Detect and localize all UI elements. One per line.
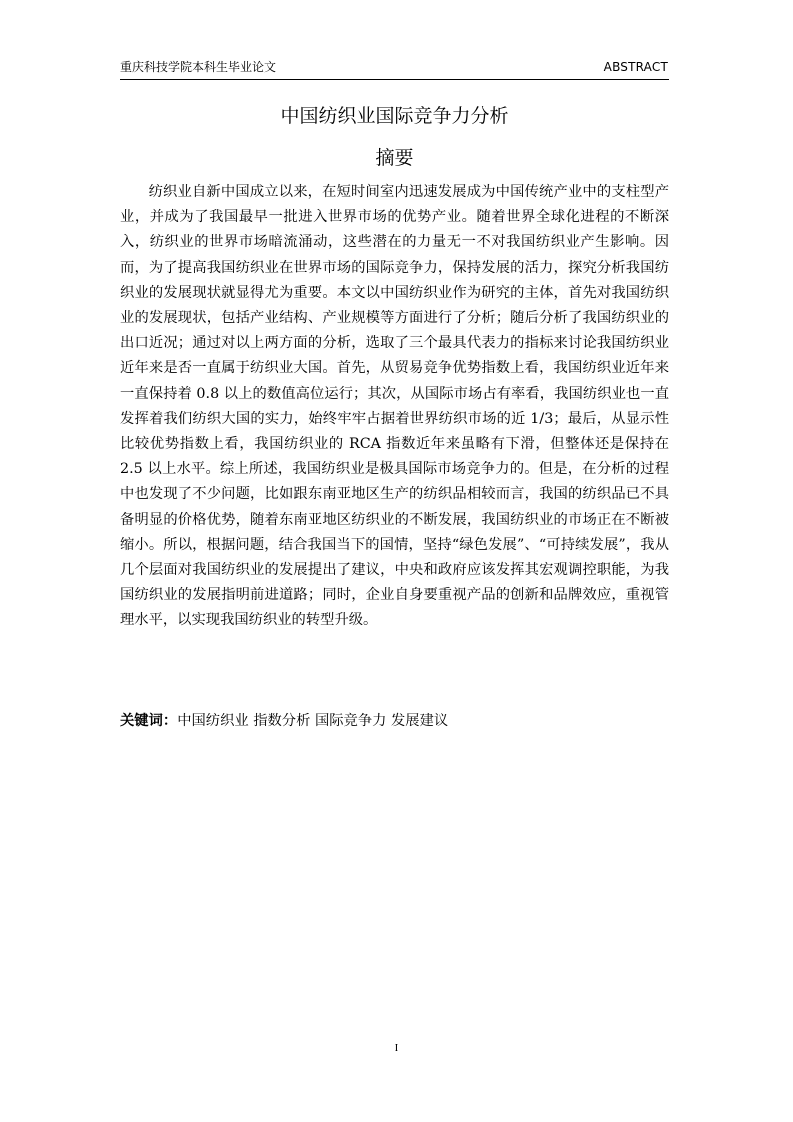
abstract-paragraph: 纺织业自新中国成立以来，在短时间室内迅速发展成为中国传统产业中的支柱型产业，并成为了我国最早一批进入世界市场的优势产业。随着世界全球化进程的不断深入，纺织业的世界市场暗流涌动，这些潜在的力量无一不对我国纺织业产生影响。因而，为了提高我国纺织业在世界市场的国际竞争力，保持发展的活力，探究分析我国纺织业的发展现状就显得尤为重要。本文以中国纺织业作为研究的主体，首先对我国纺织业的发展现状，包括产业结构、产业规模等方面进行了分析；随后分析了我国纺织业的出口近况；通过对以上两方面的分析，选取了三个最具代表力的指标来讨论我国纺织业近年来是否一直属于纺织业大国。首先，从贸易竞争优势指数上看，我国纺织业近年来一直保持着 0.8 以上的数值高位运行；其次，从国际市场占有率看，我国纺织业也一直发挥着我们纺织大国的实力，始终牢牢占据着世界纺织市场的近 1/3；最后，从显示性比较优势指数上看，我国纺织业的 RCA 指数近年来虽略有下滑，但整体还是保持在 2.5 以上水平。综上所述，我国纺织业是极具国际市场竞争力的。但是，在分析的过程中也发现了不少问题，比如跟东南亚地区生产的纺织品相较而言，我国的纺织品已不具备明显的价格优势，随着东南亚地区纺织业的不断发展，我国纺织业的市场正在不断被缩小。所以，根据问题，结合我国当下的国情，坚持“绿色发展”、“可持续发展”，我从几个层面对我国纺织业的发展提出了建议，中央和政府应该发挥其宏观调控职能，为我国纺织业的发展指明前进道路；同时，企业自身要重视产品的创新和品牌效应，重视管理水平，以实现我国纺织业的转型升级。 bbox=[120, 184, 669, 629]
keywords-value: 中国纺织业 指数分析 国际竞争力 发展建议 bbox=[177, 713, 449, 729]
header-section-label: ABSTRACT bbox=[603, 60, 668, 74]
header-university-label: 重庆科技学院本科生毕业论文 bbox=[120, 60, 277, 74]
abstract-heading: 摘要 bbox=[375, 147, 414, 169]
keywords-line bbox=[120, 709, 669, 733]
page-header bbox=[120, 58, 669, 80]
document-title: 中国纺织业国际竞争力分析 bbox=[280, 105, 509, 127]
keywords-label: 关键词： bbox=[120, 713, 178, 729]
page-number: I bbox=[394, 1042, 399, 1054]
